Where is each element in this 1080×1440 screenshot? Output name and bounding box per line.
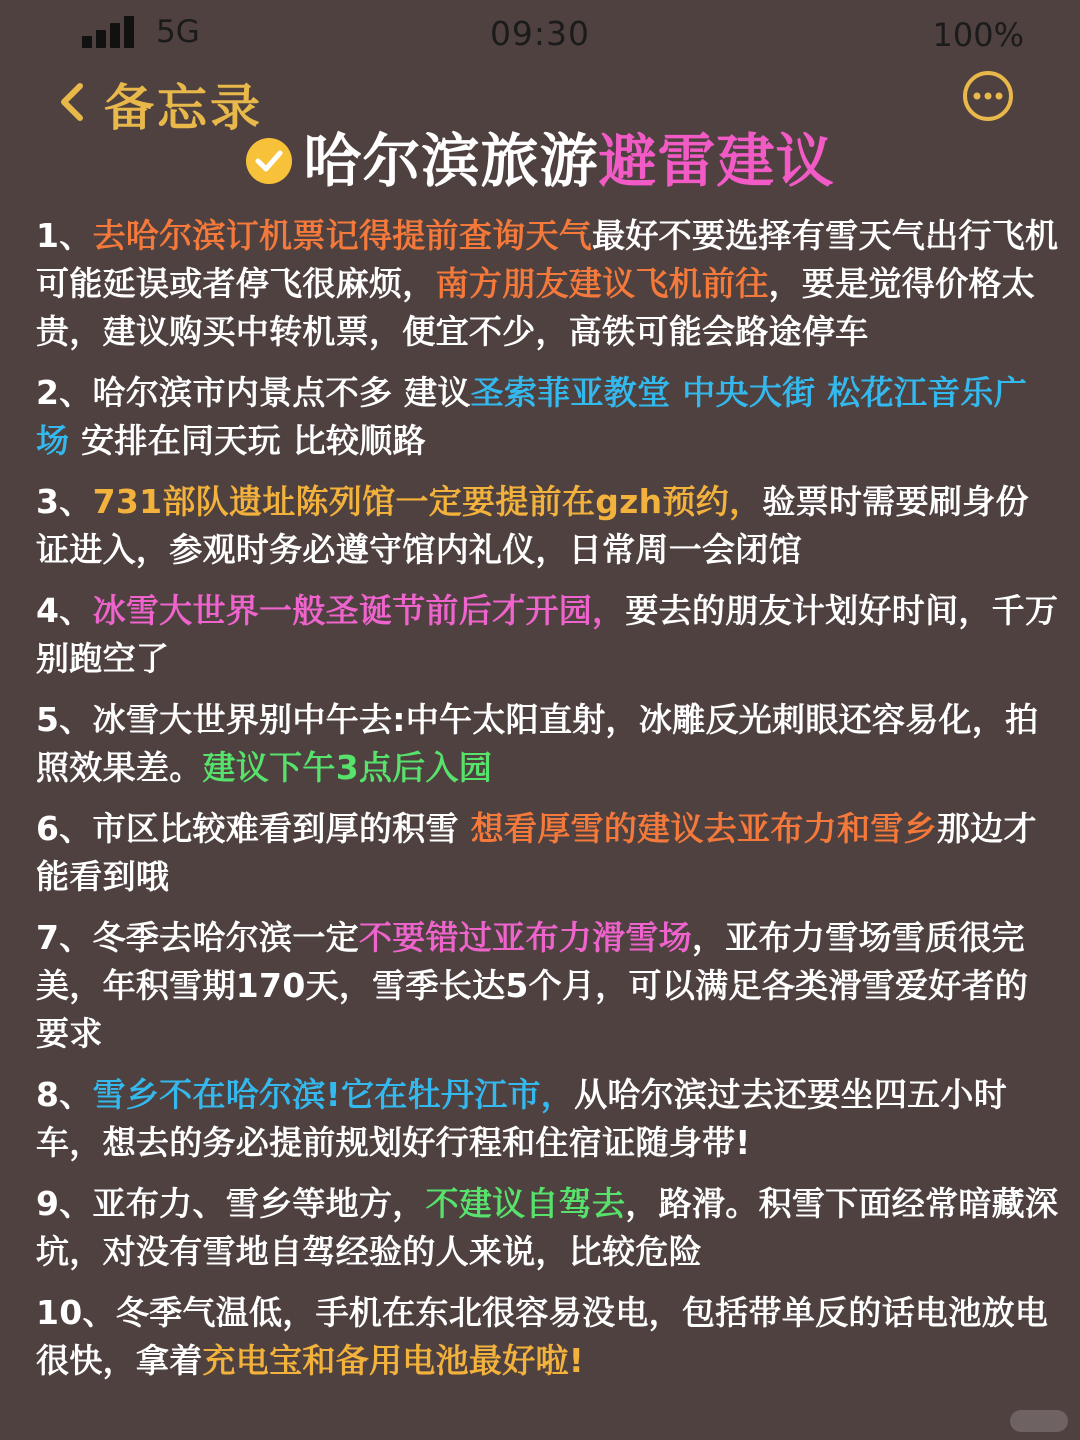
tip-item xyxy=(36,1180,1060,1276)
tip-item xyxy=(36,1071,1060,1167)
tip-text: 从哈尔滨过去还要坐四五小时车，想去的务必提前规划好行程和住宿证随身带! xyxy=(36,1075,1008,1162)
tip-item xyxy=(36,212,1060,356)
status-bar xyxy=(0,0,1080,72)
tip-text: 要去的朋友计划好时间，千万别跑空了 xyxy=(36,591,1059,678)
tip-item xyxy=(36,805,1060,901)
tip-highlight: 去哈尔滨订机票记得提前查询天气 xyxy=(92,216,593,255)
title-prefix: 哈尔滨旅游 xyxy=(303,127,599,195)
tip-text: 4、 xyxy=(36,591,93,630)
tip-item xyxy=(36,914,1060,1058)
tip-item xyxy=(36,478,1060,574)
tip-highlight: 充电宝和备用电池最好啦! xyxy=(202,1341,585,1380)
tip-text: 1、 xyxy=(36,216,93,255)
back-button-label[interactable]: 备忘录 xyxy=(104,79,263,137)
tips-list xyxy=(36,212,1060,1398)
tip-highlight: 南方朋友建议飞机前往 xyxy=(435,264,769,303)
tip-highlight: 圣索菲亚教堂 中央大街 松花江音乐广场 xyxy=(36,373,1028,460)
tip-text: ，亚布力雪场雪质很完美，年积雪期170天，雪季长达5个月，可以满足各类滑雪爱好者的要求 xyxy=(36,918,1029,1053)
tip-text: 7、冬季去哈尔滨一定 xyxy=(36,918,359,957)
tip-text: 那边才能看到哦 xyxy=(36,809,1037,896)
tip-text: 2、哈尔滨市内景点不多 建议 xyxy=(36,373,471,412)
tip-highlight: 不建议自驾去 xyxy=(425,1184,626,1223)
nav-bar xyxy=(0,66,1080,137)
battery-level: 100% xyxy=(932,16,1024,54)
tip-text: 8、 xyxy=(36,1075,93,1114)
tip-text: 最好不要选择有雪天气出行飞机可能延误或者停飞很麻烦， xyxy=(36,216,1059,303)
tip-highlight: 想看厚雪的建议去亚布力和雪乡 xyxy=(470,809,937,848)
more-options-icon[interactable] xyxy=(962,70,1014,122)
tip-text: 6、市区比较难看到厚的积雪 xyxy=(36,809,471,848)
tip-text: 3、 xyxy=(36,482,93,521)
tip-highlight: 雪乡不在哈尔滨!它在牡丹江市， xyxy=(92,1075,575,1114)
tip-text: ，路滑。积雪下面经常暗藏深坑，对没有雪地自驾经验的人来说，比较危险 xyxy=(36,1184,1059,1271)
tip-highlight: 不要错过亚布力滑雪场 xyxy=(358,918,692,957)
tip-text: ，要是觉得价格太贵，建议购买中转机票，便宜不少，高铁可能会路途停车 xyxy=(36,264,1036,351)
tip-item xyxy=(36,587,1060,683)
tip-text: 安排在同天玩 比较顺路 xyxy=(69,421,426,460)
tip-item xyxy=(36,696,1060,792)
tip-text: 9、亚布力、雪乡等地方， xyxy=(36,1184,426,1223)
check-circle-icon xyxy=(245,137,293,185)
network-type: 5G xyxy=(156,14,200,50)
page-title xyxy=(0,128,1080,194)
tip-highlight: 建议下午3点后入园 xyxy=(202,748,493,787)
clock: 09:30 xyxy=(489,14,591,53)
back-chevron-icon[interactable] xyxy=(58,82,84,122)
tip-highlight: 731部队遗址陈列馆一定要提前在gzh预约， xyxy=(92,482,763,521)
title-highlight: 避雷建议 xyxy=(598,127,835,195)
tip-highlight: 冰雪大世界一般圣诞节前后才开园， xyxy=(92,591,626,630)
tip-text: 10、冬季气温低，手机在东北很容易没电，包括带单反的话电池放电很快，拿着 xyxy=(36,1293,1049,1380)
tip-text: 5、冰雪大世界别中午去:中午太阳直射，冰雕反光刺眼还容易化，拍照效果差。 xyxy=(36,700,1039,787)
tip-item xyxy=(36,369,1060,465)
tip-item xyxy=(36,1289,1060,1385)
watermark xyxy=(1010,1410,1068,1432)
tip-text: 验票时需要刷身份证进入，参观时务必遵守馆内礼仪，日常周一会闭馆 xyxy=(36,482,1029,569)
